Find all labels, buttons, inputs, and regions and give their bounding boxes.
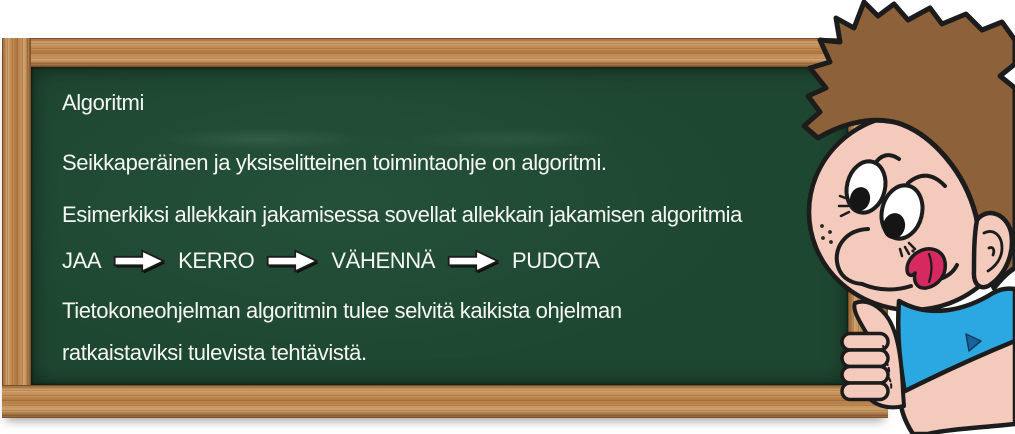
right-arrow-icon xyxy=(265,248,320,275)
board-title: Algoritmi xyxy=(62,90,144,115)
step-label-pudota: PUDOTA xyxy=(511,248,600,273)
paragraph-line-1: Tietokoneohjelman algoritmin tulee selvitä kaikista ohjelman xyxy=(62,298,622,323)
chalkboard xyxy=(2,38,888,418)
board-line-2: Esimerkiksi allekkain jakamisessa sovellat allekkain jakamisen algoritmia xyxy=(62,202,742,227)
right-arrow-icon xyxy=(446,248,501,275)
frame-top-bar xyxy=(2,38,888,67)
frame-bottom-bar xyxy=(2,385,888,418)
step-label-jaa: JAA xyxy=(62,248,102,273)
board-line-1: Seikkaperäinen ja yksiselitteinen toimintaohje on algoritmi. xyxy=(62,150,607,175)
algorithm-steps-row xyxy=(62,244,600,278)
right-arrow-icon xyxy=(112,248,167,275)
boy-fingers xyxy=(842,334,888,400)
step-label-kerro: KERRO xyxy=(178,248,255,273)
boy-illustration xyxy=(780,0,1015,434)
chalkboard-surface xyxy=(31,67,848,385)
paragraph-line-2: ratkaistaviksi tulevista tehtävistä. xyxy=(62,340,367,365)
frame-left-bar xyxy=(2,38,31,418)
step-label-vahenna: VÄHENNÄ xyxy=(331,248,435,273)
